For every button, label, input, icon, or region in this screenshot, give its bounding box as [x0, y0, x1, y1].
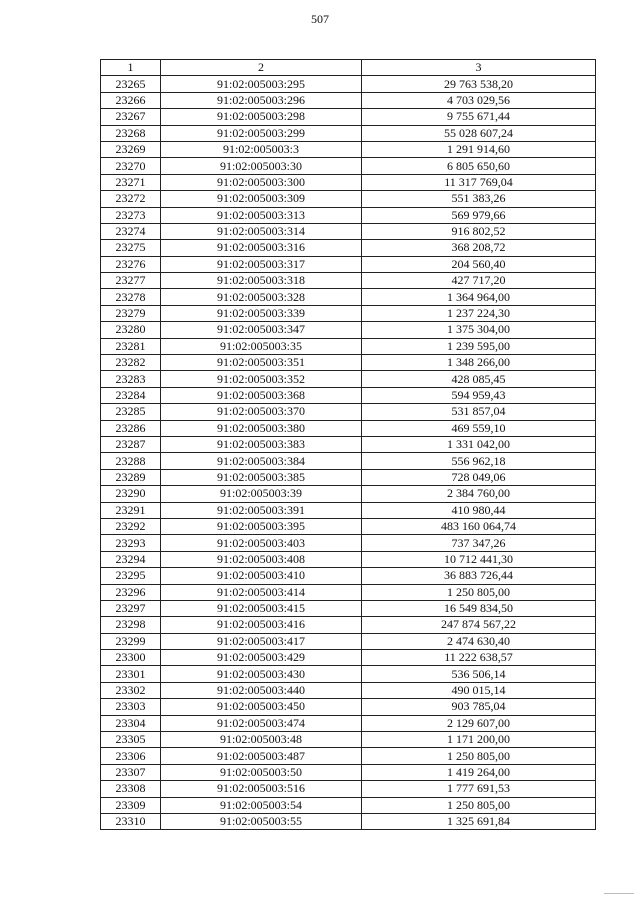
- cadastral-value-cell: 1 348 266,00: [362, 355, 596, 371]
- cadastral-number-cell: 91:02:005003:295: [161, 76, 362, 92]
- row-number-cell: 23291: [101, 502, 161, 518]
- cadastral-value-cell: 2 129 607,00: [362, 715, 596, 731]
- cadastral-number-cell: 91:02:005003:3: [161, 141, 362, 157]
- row-number-cell: 23283: [101, 371, 161, 387]
- row-number-cell: 23272: [101, 191, 161, 207]
- cadastral-value-cell: 1 250 805,00: [362, 748, 596, 764]
- row-number-cell: 23310: [101, 813, 161, 829]
- table-body: [101, 76, 596, 830]
- cadastral-value-cell: 427 717,20: [362, 273, 596, 289]
- cadastral-number-cell: 91:02:005003:313: [161, 207, 362, 223]
- table-row: [101, 650, 596, 666]
- cadastral-value-cell: 2 384 760,00: [362, 486, 596, 502]
- cadastral-value-cell: 1 239 595,00: [362, 338, 596, 354]
- cadastral-number-cell: 91:02:005003:391: [161, 502, 362, 518]
- cadastral-value-cell: 410 980,44: [362, 502, 596, 518]
- cadastral-value-cell: 490 015,14: [362, 682, 596, 698]
- cadastral-number-cell: 91:02:005003:339: [161, 305, 362, 321]
- row-number-cell: 23267: [101, 109, 161, 125]
- cadastral-value-cell: 4 703 029,56: [362, 92, 596, 108]
- row-number-cell: 23305: [101, 732, 161, 748]
- cadastral-number-cell: 91:02:005003:351: [161, 355, 362, 371]
- cadastral-number-cell: 91:02:005003:314: [161, 223, 362, 239]
- table-row: [101, 174, 596, 190]
- cadastral-number-cell: 91:02:005003:298: [161, 109, 362, 125]
- row-number-cell: 23296: [101, 584, 161, 600]
- row-number-cell: 23285: [101, 404, 161, 420]
- cadastral-number-cell: 91:02:005003:316: [161, 240, 362, 256]
- table-row: [101, 518, 596, 534]
- cadastral-value-cell: 1 291 914,60: [362, 141, 596, 157]
- page-number: 507: [311, 12, 329, 26]
- cadastral-number-cell: 91:02:005003:403: [161, 535, 362, 551]
- row-number-cell: 23294: [101, 551, 161, 567]
- row-number-cell: 23297: [101, 600, 161, 616]
- table-row: [101, 813, 596, 829]
- cadastral-value-cell: 16 549 834,50: [362, 600, 596, 616]
- cadastral-number-cell: 91:02:005003:395: [161, 518, 362, 534]
- table-header-row: [101, 60, 596, 76]
- cadastral-number-cell: 91:02:005003:54: [161, 797, 362, 813]
- table-row: [101, 371, 596, 387]
- table-row: [101, 568, 596, 584]
- table-row: [101, 76, 596, 92]
- cadastral-number-cell: 91:02:005003:414: [161, 584, 362, 600]
- cadastral-value-cell: 2 474 630,40: [362, 633, 596, 649]
- table-row: [101, 486, 596, 502]
- row-number-cell: 23282: [101, 355, 161, 371]
- cadastral-number-cell: 91:02:005003:416: [161, 617, 362, 633]
- table-row: [101, 535, 596, 551]
- cadastral-number-cell: 91:02:005003:352: [161, 371, 362, 387]
- table-row: [101, 207, 596, 223]
- cadastral-value-cell: 483 160 064,74: [362, 518, 596, 534]
- cadastral-number-cell: 91:02:005003:415: [161, 600, 362, 616]
- row-number-cell: 23298: [101, 617, 161, 633]
- cadastral-value-cell: 1 171 200,00: [362, 732, 596, 748]
- cadastral-value-cell: 556 962,18: [362, 453, 596, 469]
- cadastral-number-cell: 91:02:005003:368: [161, 387, 362, 403]
- cadastral-number-cell: 91:02:005003:410: [161, 568, 362, 584]
- table-row: [101, 256, 596, 272]
- cadastral-number-cell: 91:02:005003:487: [161, 748, 362, 764]
- row-number-cell: 23304: [101, 715, 161, 731]
- table-row: [101, 223, 596, 239]
- cadastral-value-cell: 728 049,06: [362, 469, 596, 485]
- table-row: [101, 797, 596, 813]
- row-number-cell: 23281: [101, 338, 161, 354]
- cadastral-number-cell: 91:02:005003:440: [161, 682, 362, 698]
- row-number-cell: 23299: [101, 633, 161, 649]
- row-number-cell: 23277: [101, 273, 161, 289]
- cadastral-value-cell: 594 959,43: [362, 387, 596, 403]
- cadastral-number-cell: 91:02:005003:430: [161, 666, 362, 682]
- row-number-cell: 23265: [101, 76, 161, 92]
- cadastral-value-cell: 1 419 264,00: [362, 764, 596, 780]
- cadastral-number-cell: 91:02:005003:516: [161, 781, 362, 797]
- cadastral-number-cell: 91:02:005003:370: [161, 404, 362, 420]
- table-row: [101, 682, 596, 698]
- table-row: [101, 781, 596, 797]
- cadastral-value-cell: 1 325 691,84: [362, 813, 596, 829]
- row-number-cell: 23280: [101, 322, 161, 338]
- row-number-cell: 23308: [101, 781, 161, 797]
- table-row: [101, 191, 596, 207]
- row-number-cell: 23276: [101, 256, 161, 272]
- table-row: [101, 355, 596, 371]
- cadastral-value-cell: 247 874 567,22: [362, 617, 596, 633]
- table-row: [101, 666, 596, 682]
- cadastral-number-cell: 91:02:005003:318: [161, 273, 362, 289]
- cadastral-value-cell: 10 712 441,30: [362, 551, 596, 567]
- cadastral-value-cell: 36 883 726,44: [362, 568, 596, 584]
- table-row: [101, 404, 596, 420]
- row-number-cell: 23309: [101, 797, 161, 813]
- cadastral-value-cell: 55 028 607,24: [362, 125, 596, 141]
- cadastral-value-cell: 737 347,26: [362, 535, 596, 551]
- cadastral-value-cell: 1 237 224,30: [362, 305, 596, 321]
- row-number-cell: 23290: [101, 486, 161, 502]
- table-row: [101, 617, 596, 633]
- row-number-cell: 23270: [101, 158, 161, 174]
- cadastral-value-cell: 204 560,40: [362, 256, 596, 272]
- cadastral-value-cell: 1 364 964,00: [362, 289, 596, 305]
- row-number-cell: 23275: [101, 240, 161, 256]
- row-number-cell: 23266: [101, 92, 161, 108]
- table-row: [101, 240, 596, 256]
- table-row: [101, 551, 596, 567]
- column-header-1: 1: [101, 60, 161, 76]
- cadastral-value-cell: 551 383,26: [362, 191, 596, 207]
- cadastral-value-cell: 6 805 650,60: [362, 158, 596, 174]
- table-row: [101, 125, 596, 141]
- row-number-cell: 23268: [101, 125, 161, 141]
- table-row: [101, 764, 596, 780]
- scan-edge-mark: [604, 893, 634, 894]
- table-row: [101, 420, 596, 436]
- cadastral-number-cell: 91:02:005003:380: [161, 420, 362, 436]
- row-number-cell: 23274: [101, 223, 161, 239]
- cadastral-number-cell: 91:02:005003:35: [161, 338, 362, 354]
- table-row: [101, 158, 596, 174]
- table-row: [101, 273, 596, 289]
- table-row: [101, 699, 596, 715]
- cadastral-value-cell: 1 777 691,53: [362, 781, 596, 797]
- table-row: [101, 600, 596, 616]
- cadastral-value-cell: 428 085,45: [362, 371, 596, 387]
- row-number-cell: 23301: [101, 666, 161, 682]
- row-number-cell: 23278: [101, 289, 161, 305]
- cadastral-number-cell: 91:02:005003:384: [161, 453, 362, 469]
- row-number-cell: 23279: [101, 305, 161, 321]
- table-row: [101, 109, 596, 125]
- cadastral-number-cell: 91:02:005003:317: [161, 256, 362, 272]
- table-row: [101, 338, 596, 354]
- row-number-cell: 23289: [101, 469, 161, 485]
- column-header-3: 3: [362, 60, 596, 76]
- cadastral-number-cell: 91:02:005003:299: [161, 125, 362, 141]
- table-row: [101, 748, 596, 764]
- row-number-cell: 23292: [101, 518, 161, 534]
- cadastral-number-cell: 91:02:005003:408: [161, 551, 362, 567]
- cadastral-number-cell: 91:02:005003:309: [161, 191, 362, 207]
- row-number-cell: 23271: [101, 174, 161, 190]
- cadastral-value-cell: 531 857,04: [362, 404, 596, 420]
- cadastral-value-cell: 1 375 304,00: [362, 322, 596, 338]
- cadastral-number-cell: 91:02:005003:296: [161, 92, 362, 108]
- row-number-cell: 23306: [101, 748, 161, 764]
- table-row: [101, 453, 596, 469]
- cadastral-value-cell: 469 559,10: [362, 420, 596, 436]
- cadastral-value-cell: 1 331 042,00: [362, 436, 596, 452]
- table-row: [101, 92, 596, 108]
- cadastral-number-cell: 91:02:005003:347: [161, 322, 362, 338]
- cadastral-value-cell: 29 763 538,20: [362, 76, 596, 92]
- row-number-cell: 23295: [101, 568, 161, 584]
- row-number-cell: 23288: [101, 453, 161, 469]
- row-number-cell: 23287: [101, 436, 161, 452]
- table-row: [101, 141, 596, 157]
- cadastral-number-cell: 91:02:005003:300: [161, 174, 362, 190]
- table-row: [101, 469, 596, 485]
- table-row: [101, 436, 596, 452]
- cadastral-number-cell: 91:02:005003:429: [161, 650, 362, 666]
- cadastral-value-cell: 368 208,72: [362, 240, 596, 256]
- cadastral-number-cell: 91:02:005003:48: [161, 732, 362, 748]
- cadastral-number-cell: 91:02:005003:450: [161, 699, 362, 715]
- row-number-cell: 23300: [101, 650, 161, 666]
- row-number-cell: 23307: [101, 764, 161, 780]
- table-row: [101, 322, 596, 338]
- table-row: [101, 715, 596, 731]
- table-row: [101, 584, 596, 600]
- row-number-cell: 23286: [101, 420, 161, 436]
- row-number-cell: 23284: [101, 387, 161, 403]
- cadastral-value-cell: 536 506,14: [362, 666, 596, 682]
- table-row: [101, 633, 596, 649]
- table-row: [101, 305, 596, 321]
- table-row: [101, 387, 596, 403]
- cadastral-number-cell: 91:02:005003:55: [161, 813, 362, 829]
- cadastral-value-cell: 11 317 769,04: [362, 174, 596, 190]
- cadastral-number-cell: 91:02:005003:474: [161, 715, 362, 731]
- cadastral-number-cell: 91:02:005003:50: [161, 764, 362, 780]
- row-number-cell: 23269: [101, 141, 161, 157]
- row-number-cell: 23273: [101, 207, 161, 223]
- cadastral-value-cell: 569 979,66: [362, 207, 596, 223]
- cadastral-value-cell: 916 802,52: [362, 223, 596, 239]
- cadastral-number-cell: 91:02:005003:39: [161, 486, 362, 502]
- cadastral-value-cell: 9 755 671,44: [362, 109, 596, 125]
- cadastral-number-cell: 91:02:005003:417: [161, 633, 362, 649]
- row-number-cell: 23302: [101, 682, 161, 698]
- table-row: [101, 732, 596, 748]
- cadastral-value-cell: 1 250 805,00: [362, 797, 596, 813]
- cadastral-value-cell: 11 222 638,57: [362, 650, 596, 666]
- cadastral-number-cell: 91:02:005003:328: [161, 289, 362, 305]
- cadastral-value-table: [100, 59, 596, 830]
- table-row: [101, 502, 596, 518]
- cadastral-number-cell: 91:02:005003:385: [161, 469, 362, 485]
- row-number-cell: 23303: [101, 699, 161, 715]
- row-number-cell: 23293: [101, 535, 161, 551]
- table-row: [101, 289, 596, 305]
- cadastral-number-cell: 91:02:005003:383: [161, 436, 362, 452]
- cadastral-value-cell: 903 785,04: [362, 699, 596, 715]
- column-header-2: 2: [161, 60, 362, 76]
- cadastral-number-cell: 91:02:005003:30: [161, 158, 362, 174]
- cadastral-value-cell: 1 250 805,00: [362, 584, 596, 600]
